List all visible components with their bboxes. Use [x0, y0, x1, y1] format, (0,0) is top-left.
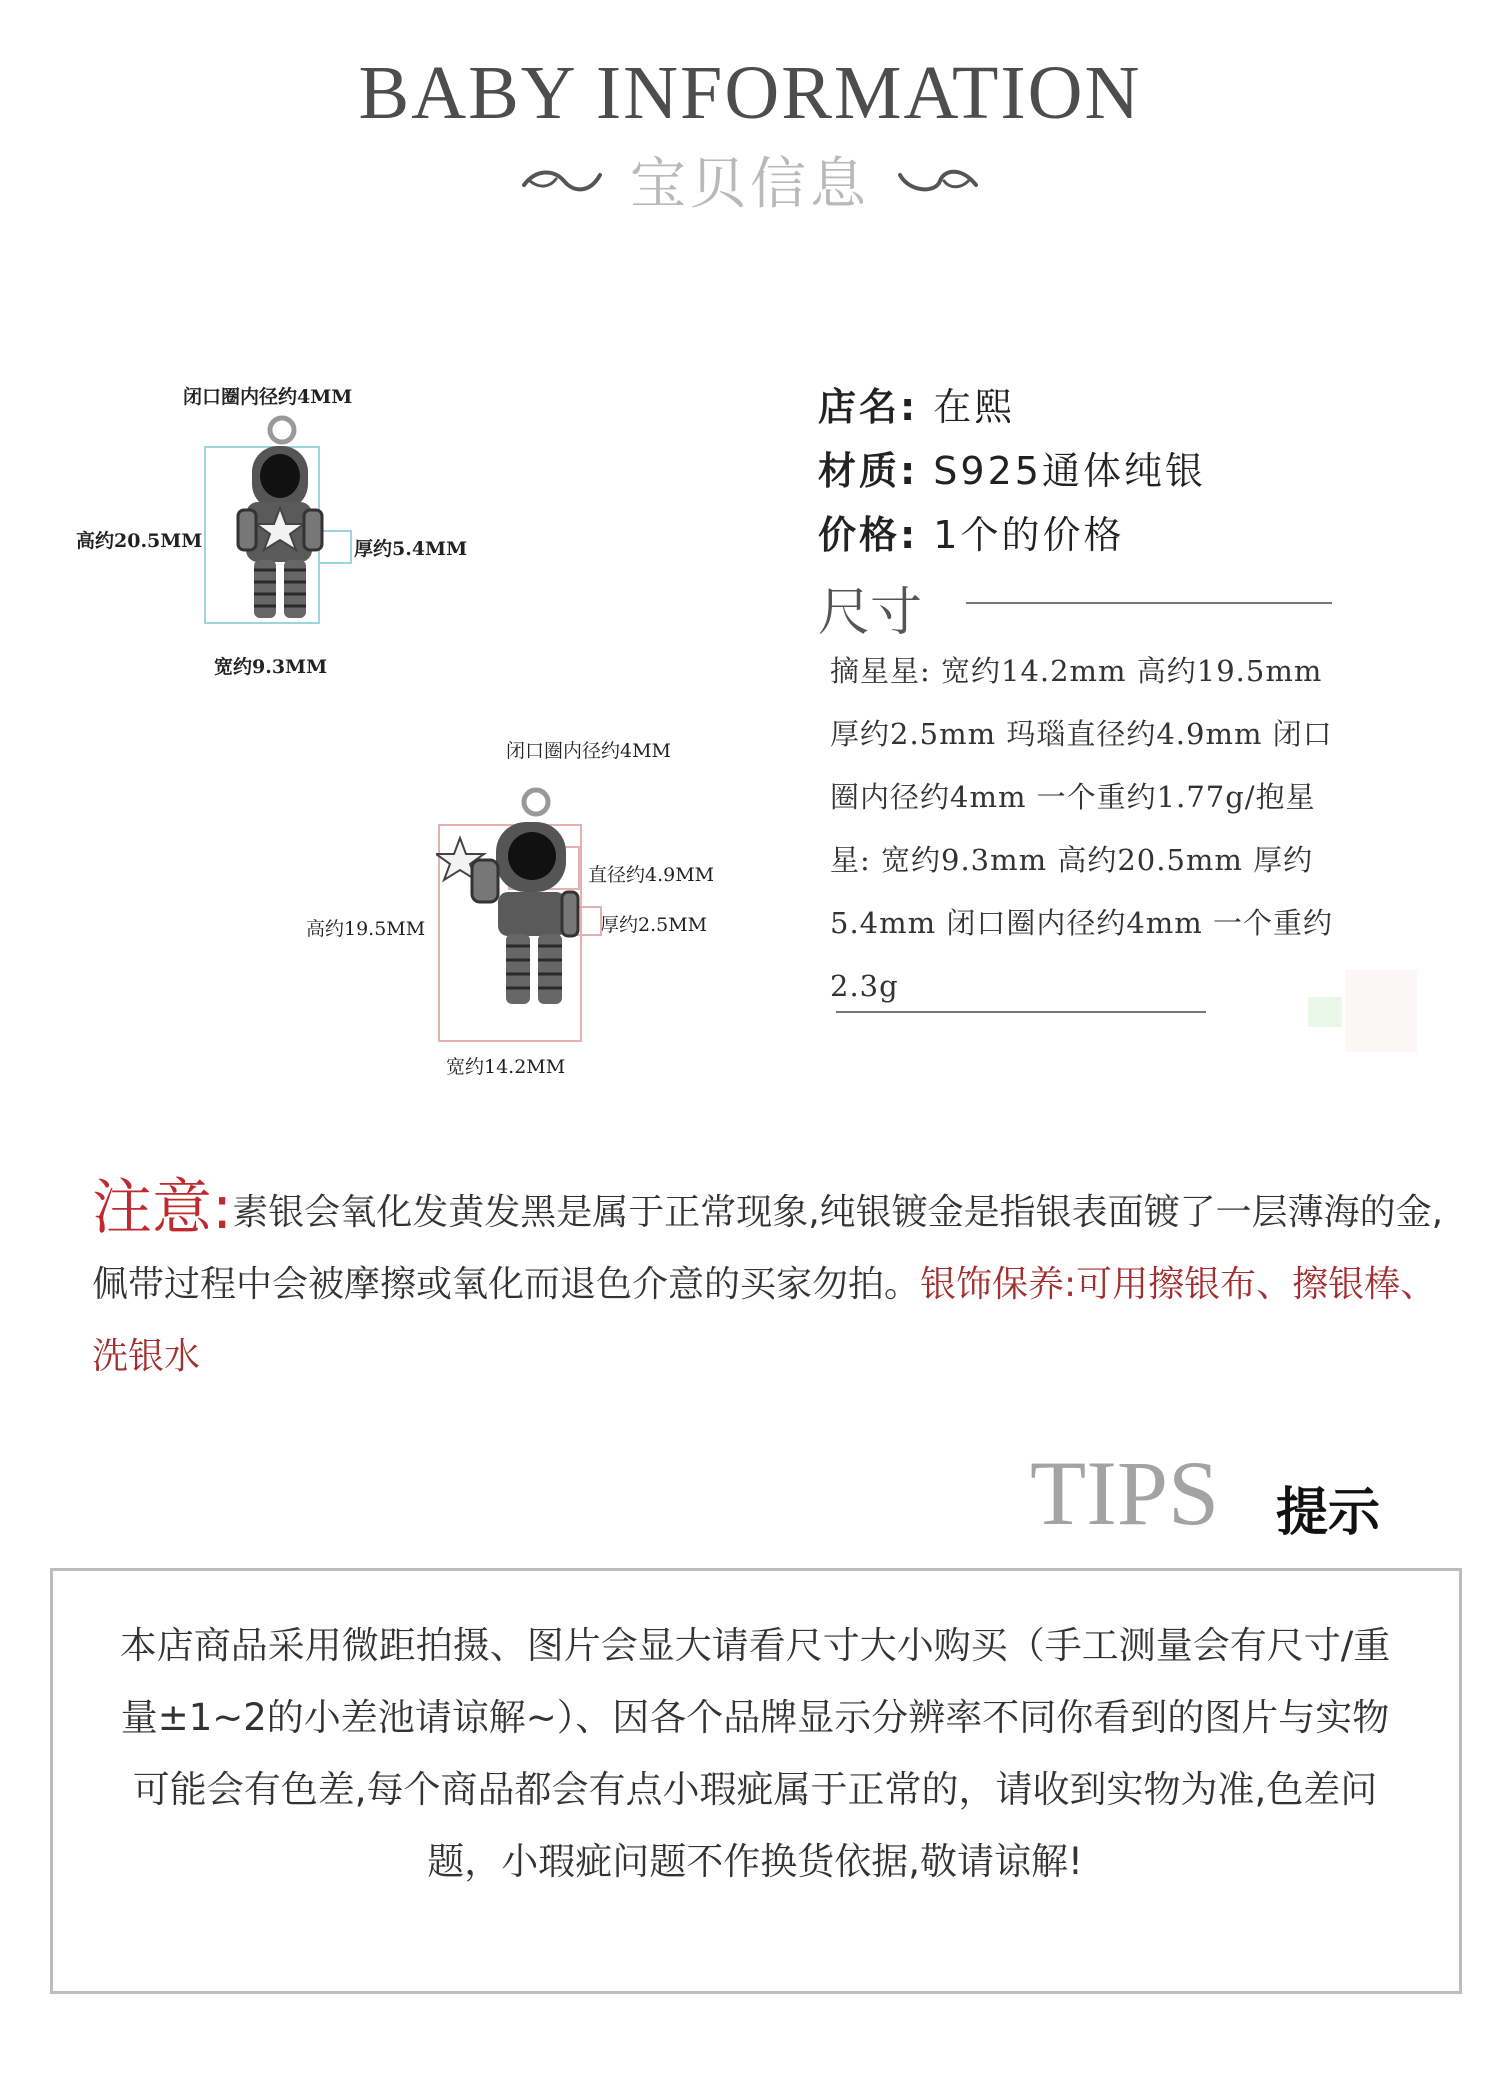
fig1-ring-label: 闭口圈内径约4MM: [183, 386, 353, 408]
tips-title-en: TIPS: [1030, 1442, 1220, 1544]
astronaut-reach-star-icon: [436, 780, 586, 1030]
tips-title-zh: 提示: [1276, 1483, 1381, 1543]
fig2-ring-label: 闭口圈内径约4MM: [506, 740, 671, 762]
info-shop-key: 店名:: [818, 385, 919, 429]
faint-patch-green: [1308, 997, 1342, 1027]
fig1-height-label: 高约20.5MM: [76, 530, 203, 552]
info-material-key: 材质:: [818, 449, 919, 493]
page-subtitle-row: [0, 140, 1500, 220]
fig2-height-label: 高约19.5MM: [306, 918, 426, 940]
size-details: 摘星星: 宽约14.2mm 高约19.5mm 厚约2.5mm 玛瑙直径约4.9mm 闭口圈内径约4mm 一个重约1.77g/抱星星: 宽约9.3mm 高约20.5mm 厚约5.4mm 闭口圈内径约4mm 一个重约2.3g: [830, 654, 1334, 1003]
fig1-width-label: 宽约9.3MM: [214, 656, 328, 678]
fig1-thickness-label: 厚约5.4MM: [354, 538, 468, 560]
notice-body: 素银会氧化发黄发黑是属于正常现象,纯银镀金是指银表面镀了一层薄海的金,佩带过程中会被摩擦或氧化而退色介意的买家勿拍。: [92, 1192, 1444, 1305]
size-title: 尺寸: [818, 583, 923, 643]
notice-paragraph: [92, 1172, 1462, 1393]
page-subtitle: 宝贝信息: [630, 152, 870, 217]
notice-care: 银饰保养:可用擦银布、擦银棒、洗银水: [92, 1264, 1437, 1377]
size-underline: [836, 1011, 1206, 1013]
info-price-value: 1个的价格: [933, 513, 1125, 557]
info-price: [818, 504, 1124, 559]
info-shop-value: 在熙: [933, 385, 1016, 429]
info-shop: [818, 376, 1015, 431]
tips-text: 本店商品采用微距拍摄、图片会显大请看尺寸大小购买（手工测量会有尺寸/重量±1~2的小差池请谅解~）、因各个品牌显示分辨率不同你看到的图片与实物可能会有色差,每个商品都会有点小瑕疵属于正常的，请收到实物为准,色差问题，小瑕疵问题不作换货依据,敬请谅解!: [119, 1624, 1391, 1883]
info-price-key: 价格:: [818, 513, 919, 557]
size-divider: [966, 602, 1332, 604]
fig2-width-label: 宽约14.2MM: [446, 1056, 566, 1078]
astronaut-hug-star-icon: [220, 410, 330, 630]
page-title: BABY INFORMATION: [358, 51, 1142, 135]
info-material-value: S925通体纯银: [933, 449, 1206, 493]
fig2-thickness-label: 厚约2.5MM: [600, 914, 708, 936]
faint-patch: [1345, 970, 1417, 1052]
info-material: [818, 440, 1206, 495]
swirl-left-icon: [520, 163, 604, 197]
swirl-right-icon: [896, 163, 980, 197]
notice-lead: 注意:: [92, 1173, 233, 1243]
fig2-diameter-label: 直径约4.9MM: [588, 864, 715, 886]
